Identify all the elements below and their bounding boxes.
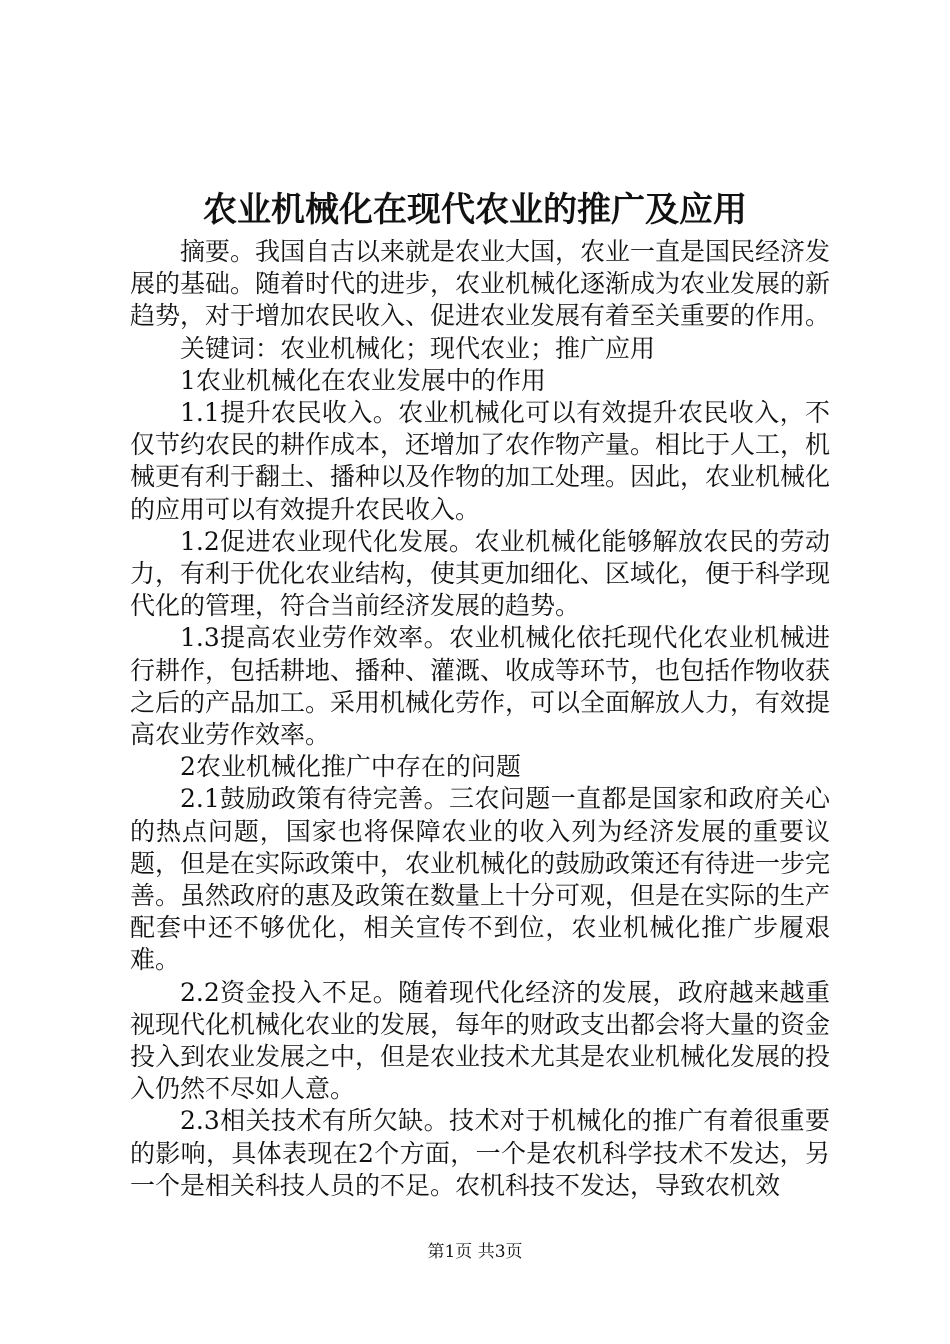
section-heading-2: 2农业机械化推广中存在的问题: [180, 752, 521, 782]
document-body: [130, 236, 830, 1202]
section-heading-1: 1农业机械化在农业发展中的作用: [180, 365, 546, 395]
keywords-paragraph: 关键词：农业机械化；现代农业；推广应用: [180, 333, 656, 363]
paragraph-1-2: 1.2促进农业现代化发展。农业机械化能够解放农民的劳动力，有利于优化农业结构，使其更加细化、区域化，便于科学现代化的管理，符合当前经济发展的趋势。: [130, 526, 831, 621]
paragraph-2-1: 2.1鼓励政策有待完善。三农问题一直都是国家和政府关心的热点问题，国家也将保障农业的收入列为经济发展的重要议题，但是在实际政策中，农业机械化的鼓励政策还有待进一步完善。虽然政府的惠及政策在数量上十分可观，但是在实际的生产配套中还不够优化，相关宣传不到位，农业机械化推广步履艰难。: [130, 784, 831, 975]
paragraph-2-2: 2.2资金投入不足。随着现代化经济的发展，政府越来越重视现代化机械化农业的发展，每年的财政支出都会将大量的资金投入到农业发展之中，但是农业技术尤其是农业机械化发展的投入仍然不尽如人意。: [130, 977, 831, 1104]
page-number-footer: 第1页 共3页: [427, 1242, 523, 1262]
abstract-paragraph: 摘要。我国自古以来就是农业大国，农业一直是国民经济发展的基础。随着时代的进步，农业机械化逐渐成为农业发展的新趋势，对于增加农民收入、促进农业发展有着至关重要的作用。: [130, 237, 831, 331]
paragraph-1-3: 1.3提高农业劳作效率。农业机械化依托现代化农业机械进行耕作，包括耕地、播种、灌溉、收成等环节，也包括作物收获之后的产品加工。采用机械化劳作，可以全面解放人力，有效提高农业劳作效率。: [130, 623, 831, 750]
paragraph-2-3: 2.3相关技术有所欠缺。技术对于机械化的推广有着很重要的影响，具体表现在2个方面，一个是农机科学技术不发达，另一个是相关科技人员的不足。农机科技不发达，导致农机效: [130, 1106, 830, 1200]
paragraph-1-1: 1.1提升农民收入。农业机械化可以有效提升农民收入，不仅节约农民的耕作成本，还增加了农作物产量。相比于人工，机械更有利于翻土、播种以及作物的加工处理。因此，农业机械化的应用可以有效提升农民收入。: [130, 398, 831, 524]
document-title: 农业机械化在现代农业的推广及应用: [203, 190, 747, 230]
